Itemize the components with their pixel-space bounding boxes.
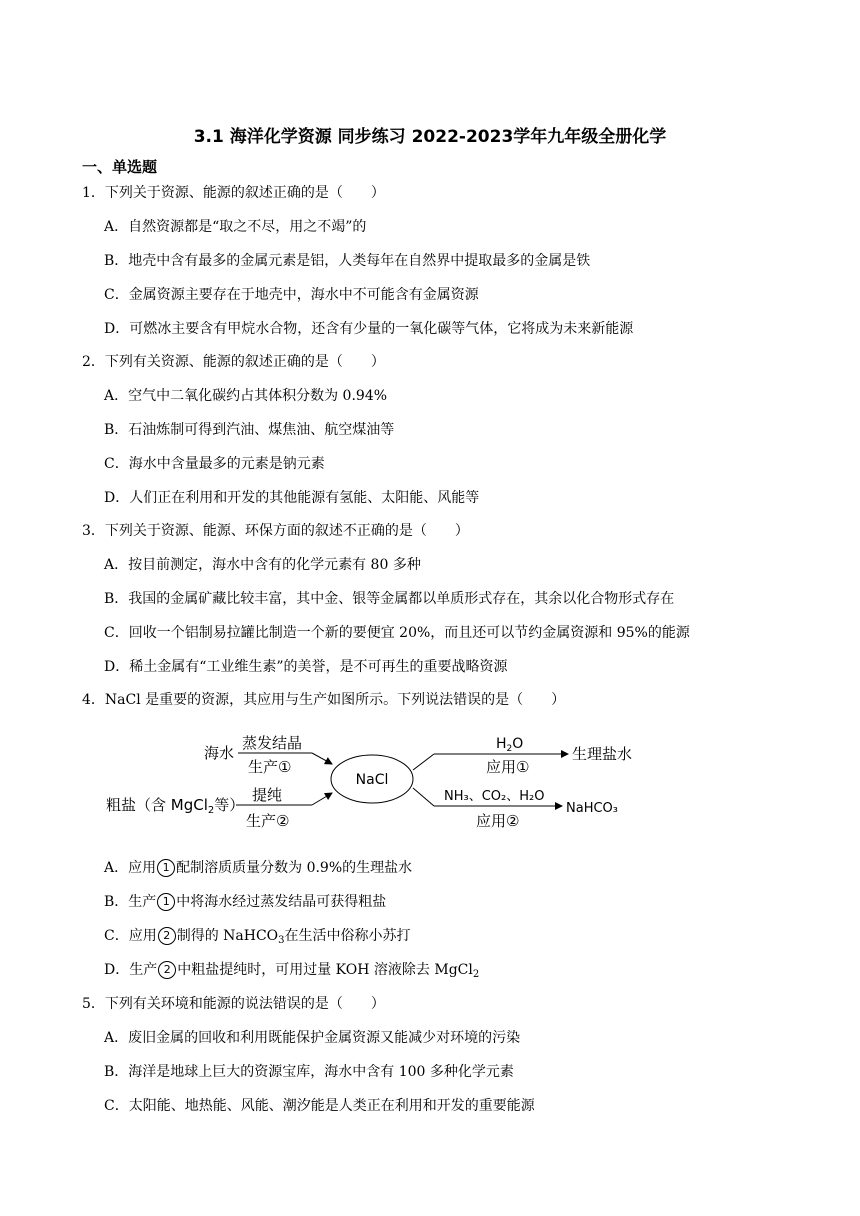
diagram-arrow-app2-diag (413, 788, 434, 806)
q4-d-sub: 2 (472, 969, 480, 980)
section-heading: 一、单选题 (82, 158, 158, 176)
question-1-option-a: A．自然资源都是“取之不尽，用之不竭”的 (104, 219, 367, 235)
q4-d-mid: 中粗盐提纯时，可用过量 KOH 溶液除去 MgCl (177, 962, 473, 978)
question-3-option-b: B．我国的金属矿藏比较丰富，其中金、银等金属都以单质形式存在，其余以化合物形式存在 (104, 591, 675, 607)
q4-a-prefix: A．应用 (104, 860, 157, 876)
diagram-prod2-label: 生产② (246, 812, 290, 830)
page-title: 3.1 海洋化学资源 同步练习 2022-2023学年九年级全册化学 (193, 127, 667, 147)
diagram-prod1-label: 生产① (248, 758, 292, 776)
q4-d-prefix: D．生产 (104, 962, 158, 978)
diagram-crude-salt-label (106, 796, 244, 816)
diagram-evaporate-label: 蒸发结晶 (242, 734, 303, 752)
diagram-h2o-h: H (496, 736, 507, 752)
question-3-option-d: D．稀土金属有“工业维生素”的美誉，是不可再生的重要战略资源 (104, 659, 508, 675)
question-3-option-c: C．回收一个铝制易拉罐比制造一个新的要便宜 20%，而且还可以节约金属资源和 95%的能源 (104, 625, 690, 641)
diagram-seawater-label: 海水 (204, 744, 235, 762)
question-1-stem: 1．下列关于资源、能源的叙述正确的是（ ） (82, 185, 385, 201)
diagram-purify-label: 提纯 (252, 786, 283, 804)
diagram-app1-label: 应用① (486, 758, 530, 776)
question-2-stem: 2．下列有关资源、能源的叙述正确的是（ ） (82, 354, 385, 370)
diagram-arrow-app1-diag (413, 754, 434, 770)
diagram-h2o-label (496, 736, 523, 754)
diagram-reagents-label: NH₃、CO₂、H₂O (444, 789, 545, 804)
diagram-nahco3-label: NaHCO₃ (566, 801, 618, 816)
circled-number-1: 1 (157, 859, 175, 877)
question-2-option-c: C．海水中含量最多的元素是钠元素 (104, 456, 325, 472)
question-2-option-d: D．人们正在利用和开发的其他能源有氢能、太阳能、风能等 (104, 490, 480, 506)
question-5-option-b: B．海洋是地球上巨大的资源宝库，海水中含有 100 多种化学元素 (104, 1064, 514, 1080)
question-1-option-d: D．可燃冰主要含有甲烷水合物，还含有少量的一氧化碳等气体，它将成为未来新能源 (104, 321, 634, 337)
q4-c-suffix: 在生活中俗称小苏打 (284, 928, 411, 944)
question-3-option-a: A．按目前测定，海水中含有的化学元素有 80 多种 (104, 557, 421, 573)
question-1-option-b: B．地壳中含有最多的金属元素是铝，人类每年在自然界中提取最多的金属是铁 (104, 253, 591, 269)
diagram-arrow-crude-to-nacl (312, 793, 332, 805)
question-4-option-b (104, 893, 386, 911)
q4-b-prefix: B．生产 (104, 894, 157, 910)
circled-number-1: 1 (157, 893, 175, 911)
diagram-nacl-label: NaCl (355, 772, 389, 788)
diagram-saline-label: 生理盐水 (572, 745, 633, 763)
question-4-option-d (104, 961, 479, 979)
diagram-crude-suffix: 等） (214, 796, 245, 814)
question-4-stem: 4．NaCl 是重要的资源，其应用与生产如图所示。下列说法错误的是（ ） (82, 692, 566, 708)
diagram-app2-label: 应用② (476, 812, 520, 830)
circled-number-2: 2 (158, 961, 176, 979)
diagram-crude-prefix: 粗盐（含 MgCl (106, 796, 208, 814)
diagram-h2o-o: O (512, 736, 524, 752)
q4-a-suffix: 配制溶质质量分数为 0.9%的生理盐水 (176, 860, 413, 876)
q4-c-mid: 制得的 NaHCO (176, 928, 279, 944)
diagram-arrow-seawater-to-nacl (312, 753, 332, 764)
q4-c-prefix: C．应用 (104, 928, 157, 944)
nacl-production-diagram (100, 726, 660, 838)
question-2-option-b: B．石油炼制可得到汽油、煤焦油、航空煤油等 (104, 422, 395, 438)
q4-b-suffix: 中将海水经过蒸发结晶可获得粗盐 (176, 894, 387, 910)
diagram-h2o-sub: 2 (506, 744, 513, 754)
diagram-crude-sub: 2 (207, 805, 215, 816)
question-1-option-c: C．金属资源主要存在于地壳中，海水中不可能含有金属资源 (104, 287, 479, 303)
question-4-option-c (104, 927, 411, 945)
question-5-option-c: C．太阳能、地热能、风能、潮汐能是人类正在利用和开发的重要能源 (104, 1098, 535, 1114)
q4-c-sub: 3 (278, 935, 285, 946)
question-4-option-a (104, 859, 412, 877)
circled-number-2: 2 (158, 927, 176, 945)
question-3-stem: 3．下列关于资源、能源、环保方面的叙述不正确的是（ ） (82, 523, 469, 539)
question-2-option-a: A．空气中二氧化碳约占其体积分数为 0.94% (104, 388, 388, 404)
question-5-option-a: A．废旧金属的回收和利用既能保护金属资源又能减少对环境的污染 (104, 1030, 521, 1046)
question-5-stem: 5．下列有关环境和能源的说法错误的是（ ） (82, 996, 385, 1012)
